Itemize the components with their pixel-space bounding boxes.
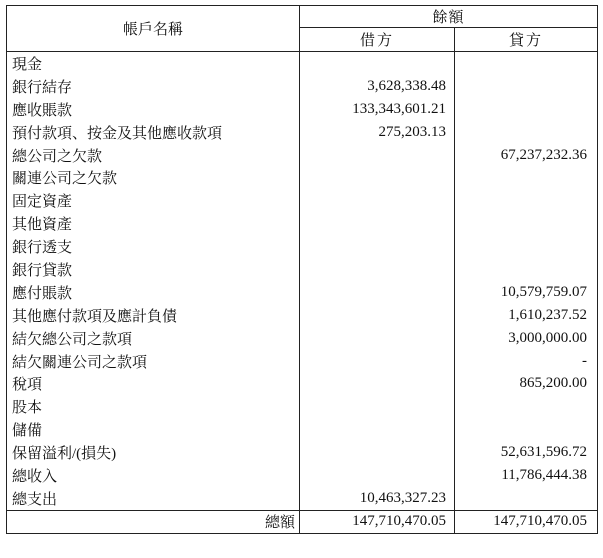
table-row	[7, 418, 598, 441]
table-row	[7, 372, 598, 395]
table-row	[7, 350, 598, 373]
total-row	[7, 510, 598, 533]
credit-cell: 67,237,232.36	[455, 144, 598, 167]
credit-cell: 10,579,759.07	[455, 281, 598, 304]
debit-cell: 3,628,338.48	[300, 75, 455, 98]
credit-cell	[455, 52, 598, 75]
account-name-cell: 結欠關連公司之款項	[7, 350, 300, 373]
credit-cell	[455, 258, 598, 281]
total-credit: 147,710,470.05	[455, 510, 598, 533]
account-name-cell: 應付賬款	[7, 281, 300, 304]
header-row-top	[7, 6, 598, 28]
debit-cell	[300, 166, 455, 189]
account-name-cell: 固定資產	[7, 189, 300, 212]
account-name-header: 帳戶名稱	[7, 6, 300, 52]
debit-cell: 133,343,601.21	[300, 98, 455, 121]
account-name-cell: 其他資產	[7, 212, 300, 235]
credit-cell	[455, 212, 598, 235]
credit-cell: 11,786,444.38	[455, 464, 598, 487]
table-row	[7, 144, 598, 167]
debit-cell	[300, 395, 455, 418]
account-name-cell: 儲備	[7, 418, 300, 441]
account-name-cell: 預付款項、按金及其他應收款項	[7, 121, 300, 144]
credit-cell	[455, 166, 598, 189]
credit-cell	[455, 121, 598, 144]
credit-cell	[455, 98, 598, 121]
trial-balance-table	[6, 5, 598, 534]
debit-cell: 10,463,327.23	[300, 487, 455, 510]
credit-cell	[455, 75, 598, 98]
debit-cell	[300, 441, 455, 464]
account-name-cell: 關連公司之欠款	[7, 166, 300, 189]
debit-cell	[300, 235, 455, 258]
credit-cell	[455, 189, 598, 212]
table-row	[7, 464, 598, 487]
account-name-cell: 總公司之欠款	[7, 144, 300, 167]
account-name-cell: 保留溢利/(損失)	[7, 441, 300, 464]
account-name-cell: 其他應付款項及應計負債	[7, 304, 300, 327]
table-row	[7, 166, 598, 189]
debit-cell	[300, 327, 455, 350]
table-row	[7, 235, 598, 258]
table-row	[7, 441, 598, 464]
table-row	[7, 304, 598, 327]
credit-cell: 865,200.00	[455, 372, 598, 395]
trial-balance-sheet	[6, 5, 597, 551]
debit-cell	[300, 52, 455, 75]
credit-cell: 1,610,237.52	[455, 304, 598, 327]
table-row	[7, 52, 598, 75]
table-row	[7, 395, 598, 418]
credit-cell: 52,631,596.72	[455, 441, 598, 464]
table-row	[7, 75, 598, 98]
account-name-cell: 總收入	[7, 464, 300, 487]
table-row	[7, 487, 598, 510]
debit-cell	[300, 144, 455, 167]
debit-cell	[300, 258, 455, 281]
debit-cell	[300, 464, 455, 487]
table-row	[7, 258, 598, 281]
credit-cell: -	[455, 350, 598, 373]
debit-header: 借方	[300, 28, 455, 52]
credit-cell	[455, 418, 598, 441]
account-name-cell: 股本	[7, 395, 300, 418]
table-row	[7, 212, 598, 235]
account-name-cell: 銀行透支	[7, 235, 300, 258]
debit-cell	[300, 212, 455, 235]
table-row	[7, 281, 598, 304]
debit-cell	[300, 189, 455, 212]
credit-cell	[455, 487, 598, 510]
balance-header: 餘額	[300, 6, 598, 28]
debit-cell: 275,203.13	[300, 121, 455, 144]
table-row	[7, 121, 598, 144]
debit-cell	[300, 304, 455, 327]
debit-cell	[300, 350, 455, 373]
table-row	[7, 327, 598, 350]
credit-header: 貸方	[455, 28, 598, 52]
table-row	[7, 189, 598, 212]
account-name-cell: 銀行結存	[7, 75, 300, 98]
credit-cell	[455, 235, 598, 258]
credit-cell: 3,000,000.00	[455, 327, 598, 350]
debit-cell	[300, 281, 455, 304]
credit-cell	[455, 395, 598, 418]
account-name-cell: 結欠總公司之款項	[7, 327, 300, 350]
account-name-cell: 現金	[7, 52, 300, 75]
debit-cell	[300, 372, 455, 395]
account-name-cell: 稅項	[7, 372, 300, 395]
account-name-cell: 銀行貸款	[7, 258, 300, 281]
account-name-cell: 應收賬款	[7, 98, 300, 121]
total-label: 總額	[7, 510, 300, 533]
account-name-cell: 總支出	[7, 487, 300, 510]
table-row	[7, 98, 598, 121]
debit-cell	[300, 418, 455, 441]
total-debit: 147,710,470.05	[300, 510, 455, 533]
